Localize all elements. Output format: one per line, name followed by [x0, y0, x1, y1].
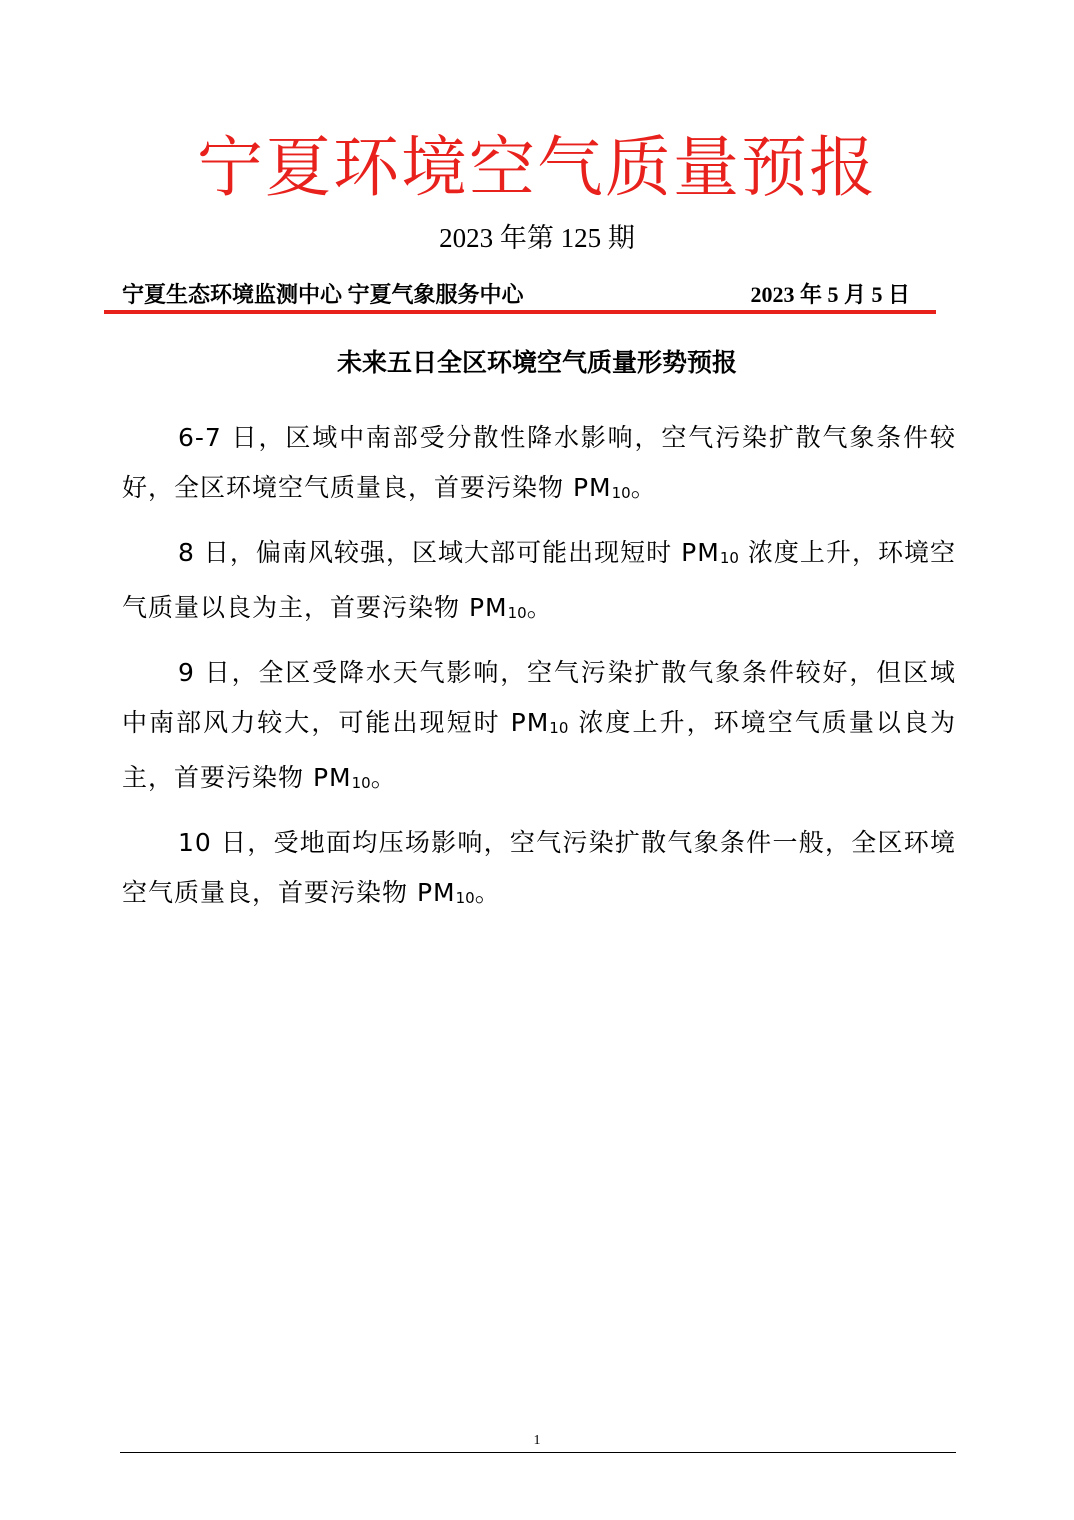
- header-divider: [104, 310, 936, 314]
- paragraph-text: 10 日，受地面均压场影响，空气污染扩散气象条件一般，全区环境空气质量良，首要污染物 PM: [122, 828, 956, 907]
- issue-number: 2023 年第 125 期: [439, 223, 635, 253]
- pm-subscript: 10: [507, 604, 527, 622]
- paragraph-text: 浓度上升，环境空气质量以良为主，首要污染物 PM: [122, 538, 956, 622]
- footer-divider: [120, 1452, 956, 1453]
- forecast-paragraph: [122, 648, 956, 808]
- pm-subscript: 10: [719, 549, 739, 567]
- paragraph-text: 。: [370, 763, 397, 792]
- forecast-paragraph: [122, 413, 956, 518]
- pm-subscript: 10: [549, 719, 569, 737]
- paragraph-text: 。: [630, 473, 657, 502]
- paragraph-text: 。: [526, 593, 553, 622]
- forecast-paragraph: [122, 528, 956, 638]
- page-number: 1: [533, 1433, 541, 1448]
- paragraph-text: 浓度上升，环境空气质量以良为主，首要污染物 PM: [122, 708, 956, 792]
- paragraph-text: 6-7 日，区域中南部受分散性降水影响，空气污染扩散气象条件较好，全区环境空气质量良，首要污染物 PM: [122, 423, 956, 502]
- paragraph-text: 8 日，偏南风较强，区域大部可能出现短时 PM: [178, 538, 720, 567]
- issuing-agencies: 宁夏生态环境监测中心 宁夏气象服务中心: [122, 282, 524, 307]
- header-row: [122, 278, 910, 312]
- issue-date: 2023 年 5 月 5 日: [750, 282, 910, 307]
- pm-subscript: 10: [455, 889, 475, 907]
- section-title: 未来五日全区环境空气质量形势预报: [336, 348, 737, 377]
- forecast-paragraph: [122, 818, 956, 923]
- forecast-body: [122, 413, 956, 933]
- pm-subscript: 10: [611, 484, 631, 502]
- pm-subscript: 10: [351, 774, 371, 792]
- paragraph-text: 9 日，全区受降水天气影响，空气污染扩散气象条件较好，但区域中南部风力较大，可能出现短时 PM: [122, 658, 956, 737]
- document-title: 宁夏环境空气质量预报: [197, 129, 877, 206]
- paragraph-text: 。: [474, 878, 501, 907]
